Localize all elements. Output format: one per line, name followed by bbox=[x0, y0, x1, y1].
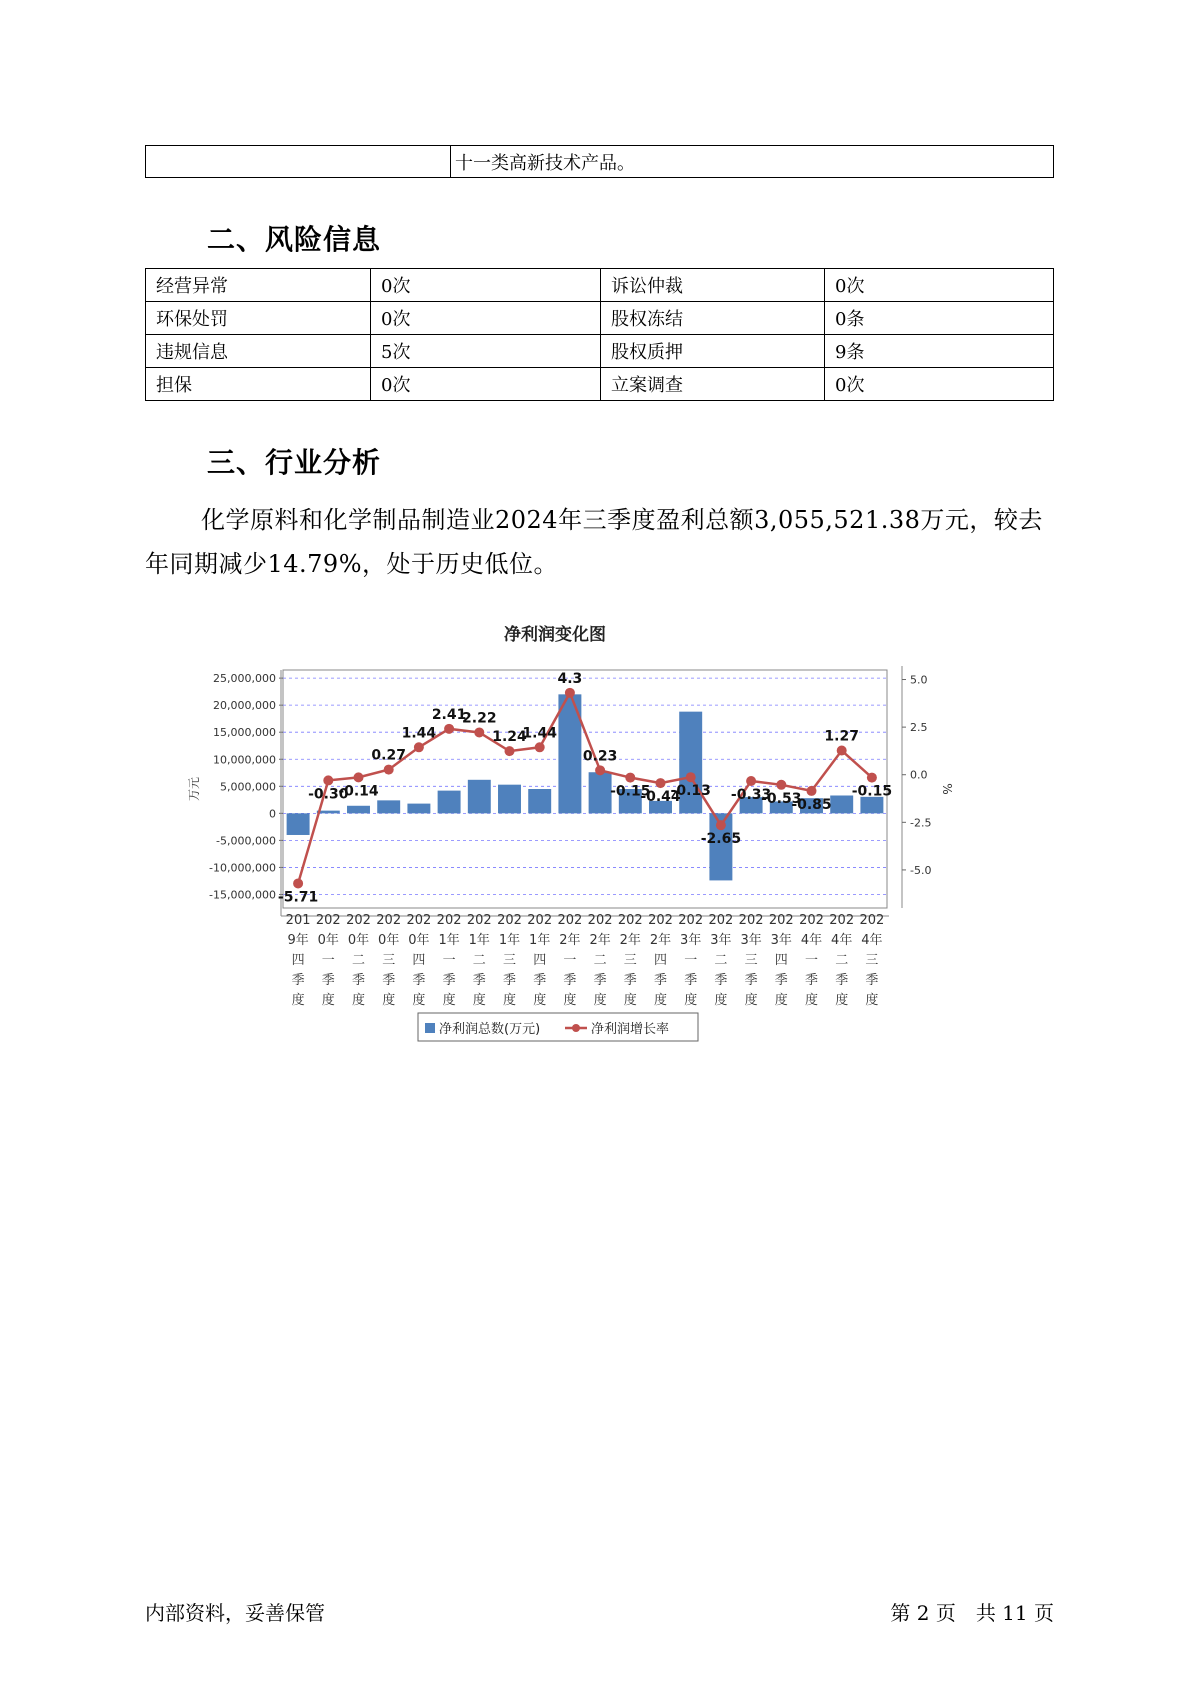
growth-rate-data-label: 2.41 bbox=[431, 706, 467, 723]
left-axis-tick-label: 5,000,000 bbox=[220, 780, 276, 794]
x-axis-category-label: 9年 bbox=[287, 933, 309, 948]
growth-rate-point bbox=[746, 776, 756, 786]
growth-rate-data-label: 0.23 bbox=[582, 748, 618, 765]
risk-item-value: 0条 bbox=[825, 302, 1054, 335]
x-axis-category-label: 1年 bbox=[498, 933, 521, 948]
risk-item-label: 环保处罚 bbox=[146, 302, 371, 335]
x-axis-category-label: 季 bbox=[291, 973, 305, 988]
x-axis-category-label: 三 bbox=[382, 953, 396, 968]
chart-title: 净利润变化图 bbox=[504, 625, 606, 645]
x-axis-category-label: 度 bbox=[714, 993, 728, 1008]
risk-item-value: 0次 bbox=[371, 269, 601, 302]
right-axis-tick-label: -5.0 bbox=[910, 863, 932, 877]
growth-rate-point bbox=[354, 772, 364, 782]
legend-bar-swatch bbox=[425, 1023, 435, 1033]
x-axis-category-label: 202 bbox=[768, 913, 794, 928]
right-axis-tick-label: 5.0 bbox=[910, 673, 928, 687]
x-axis-category-label: 201 bbox=[285, 913, 311, 928]
right-axis-tick-label: 2.5 bbox=[910, 721, 928, 735]
x-axis-category-label: 202 bbox=[557, 913, 583, 928]
growth-rate-data-label: -0.85 bbox=[791, 796, 832, 813]
growth-rate-point bbox=[535, 742, 545, 752]
x-axis-category-label: 二 bbox=[714, 953, 728, 968]
x-axis-category-label: 季 bbox=[714, 973, 728, 988]
x-axis-category-label: 度 bbox=[472, 993, 486, 1008]
x-axis-category-label: 度 bbox=[623, 993, 637, 1008]
risk-item-label: 股权冻结 bbox=[601, 302, 825, 335]
x-axis-category-label: 季 bbox=[865, 973, 879, 988]
growth-rate-point bbox=[414, 742, 424, 752]
x-axis-category-label: 一 bbox=[804, 953, 819, 968]
x-axis-category-label: 4年 bbox=[861, 933, 883, 948]
bar bbox=[589, 772, 612, 813]
growth-rate-point bbox=[867, 773, 877, 783]
x-axis-category-label: 二 bbox=[351, 953, 366, 968]
x-axis-category-label: 202 bbox=[527, 913, 553, 928]
x-axis-category-label: 202 bbox=[829, 913, 855, 928]
growth-rate-data-label: -0.30 bbox=[308, 786, 349, 803]
x-axis-category-label: 三 bbox=[502, 953, 517, 968]
x-axis-category-label: 季 bbox=[563, 973, 577, 988]
growth-rate-point bbox=[323, 775, 333, 785]
x-axis-category-label: 度 bbox=[442, 993, 456, 1008]
x-axis-category-label: 202 bbox=[406, 913, 432, 928]
growth-rate-point bbox=[625, 773, 635, 783]
risk-item-value: 0次 bbox=[825, 269, 1054, 302]
x-axis-category-label: 202 bbox=[587, 913, 613, 928]
x-axis-category-label: 度 bbox=[684, 993, 698, 1008]
x-axis-category-label: 季 bbox=[653, 973, 668, 988]
x-axis-category-label: 度 bbox=[563, 993, 577, 1008]
x-axis-category-label: 3年 bbox=[680, 933, 702, 948]
x-axis-category-label: 四 bbox=[653, 953, 668, 968]
risk-info-table bbox=[145, 268, 1054, 401]
left-axis-tick-label: 20,000,000 bbox=[213, 699, 276, 713]
x-axis-category-label: 季 bbox=[382, 973, 396, 988]
net-profit-chart-svg bbox=[180, 618, 980, 1063]
growth-rate-point bbox=[686, 772, 696, 782]
bar bbox=[347, 806, 370, 814]
x-axis-category-label: 季 bbox=[533, 973, 547, 988]
growth-rate-data-label: 1.27 bbox=[824, 728, 859, 745]
x-axis-category-label: 4年 bbox=[800, 933, 823, 948]
growth-rate-data-label: -0.53 bbox=[761, 790, 802, 807]
x-axis-category-label: 度 bbox=[744, 993, 758, 1008]
x-axis-category-label: 季 bbox=[412, 973, 426, 988]
footer-page-number: 第 2 页 共 11 页 bbox=[890, 1601, 1054, 1625]
risk-item-label: 立案调查 bbox=[601, 368, 825, 401]
x-axis-category-label: 度 bbox=[865, 993, 879, 1008]
growth-rate-data-label: 2.22 bbox=[462, 710, 497, 727]
x-axis-category-label: 四 bbox=[533, 953, 547, 968]
x-axis-category-label: 季 bbox=[351, 973, 366, 988]
x-axis-category-label: 202 bbox=[436, 913, 462, 928]
x-axis-category-label: 0年 bbox=[378, 933, 400, 948]
x-axis-category-label: 202 bbox=[708, 913, 734, 928]
x-axis-category-label: 度 bbox=[382, 993, 396, 1008]
x-axis-category-label: 度 bbox=[804, 993, 819, 1008]
industry-analysis-paragraph: 化学原料和化学制品制造业2024年三季度盈利总额3,055,521.38万元，较去年同期减少14.79%，处于历史低位。 bbox=[145, 506, 1043, 578]
growth-rate-point bbox=[595, 765, 605, 775]
x-axis-category-label: 1年 bbox=[468, 933, 490, 948]
x-axis-category-label: 度 bbox=[502, 993, 517, 1008]
x-axis-category-label: 2年 bbox=[589, 933, 611, 948]
x-axis-category-label: 3年 bbox=[770, 933, 792, 948]
left-axis-label: 万元 bbox=[187, 776, 201, 802]
x-axis-category-label: 季 bbox=[472, 973, 486, 988]
bar bbox=[407, 804, 430, 814]
risk-item-label: 股权质押 bbox=[601, 335, 825, 368]
risk-item-label: 担保 bbox=[146, 368, 371, 401]
x-axis-category-label: 度 bbox=[593, 993, 607, 1008]
growth-rate-point bbox=[656, 778, 666, 788]
x-axis-category-label: 季 bbox=[835, 973, 849, 988]
x-axis-category-label: 3年 bbox=[710, 933, 732, 948]
x-axis-category-label: 1年 bbox=[529, 933, 551, 948]
x-axis-category-label: 202 bbox=[497, 913, 522, 928]
footer-confidential-note: 内部资料，妥善保管 bbox=[145, 1601, 325, 1625]
section-heading-industry: 三、行业分析 bbox=[207, 446, 382, 479]
risk-item-value: 5次 bbox=[371, 335, 601, 368]
growth-rate-point bbox=[565, 688, 575, 698]
x-axis-category-label: 度 bbox=[412, 993, 426, 1008]
risk-item-label: 诉讼仲裁 bbox=[601, 269, 825, 302]
growth-rate-data-label: -0.15 bbox=[851, 783, 893, 800]
x-axis-category-label: 季 bbox=[593, 973, 607, 988]
x-axis-category-label: 202 bbox=[799, 913, 824, 928]
growth-rate-point bbox=[474, 727, 484, 737]
growth-rate-point bbox=[716, 820, 726, 830]
x-axis-category-label: 度 bbox=[774, 993, 788, 1008]
x-axis-category-label: 季 bbox=[774, 973, 788, 988]
x-axis-category-label: 季 bbox=[502, 973, 517, 988]
x-axis-category-label: 2年 bbox=[619, 933, 641, 948]
risk-item-label: 违规信息 bbox=[146, 335, 371, 368]
growth-rate-data-label: -5.71 bbox=[277, 889, 319, 906]
bar bbox=[468, 780, 491, 814]
growth-rate-point bbox=[776, 780, 786, 790]
top-table-right-cell: 十一类高新技术产品。 bbox=[451, 146, 1054, 178]
legend-line-marker bbox=[572, 1024, 580, 1032]
x-axis-category-label: 202 bbox=[376, 913, 402, 928]
x-axis-category-label: 2年 bbox=[559, 933, 581, 948]
x-axis-category-label: 四 bbox=[412, 953, 426, 968]
growth-rate-point bbox=[384, 765, 394, 775]
x-axis-category-label: 四 bbox=[291, 953, 305, 968]
x-axis-category-label: 202 bbox=[648, 913, 673, 928]
growth-rate-data-label: 1.44 bbox=[401, 725, 437, 742]
right-axis-label: % bbox=[940, 783, 954, 795]
x-axis-category-label: 度 bbox=[351, 993, 366, 1008]
bar bbox=[438, 791, 461, 814]
x-axis-category-label: 二 bbox=[835, 953, 849, 968]
growth-rate-data-label: 1.44 bbox=[522, 725, 557, 742]
x-axis-category-label: 季 bbox=[442, 973, 456, 988]
x-axis-category-label: 202 bbox=[617, 913, 643, 928]
x-axis-category-label: 202 bbox=[859, 913, 885, 928]
x-axis-category-label: 0年 bbox=[317, 933, 339, 948]
x-axis-category-label: 202 bbox=[466, 913, 492, 928]
risk-item-value: 0次 bbox=[825, 368, 1054, 401]
x-axis-category-label: 四 bbox=[774, 953, 788, 968]
legend-bar-label: 净利润总数(万元) bbox=[439, 1022, 541, 1037]
x-axis-category-label: 三 bbox=[744, 953, 758, 968]
x-axis-category-label: 1年 bbox=[438, 933, 460, 948]
growth-rate-point bbox=[444, 724, 454, 734]
risk-item-value: 0次 bbox=[371, 368, 601, 401]
right-axis-tick-label: -2.5 bbox=[910, 816, 932, 830]
growth-rate-data-label: -0.33 bbox=[730, 787, 772, 804]
growth-rate-point bbox=[837, 746, 847, 756]
growth-rate-point bbox=[505, 746, 515, 756]
bar bbox=[830, 795, 853, 813]
risk-table-row bbox=[146, 368, 1054, 401]
left-axis-tick-label: 25,000,000 bbox=[213, 672, 276, 686]
x-axis-category-label: 一 bbox=[684, 953, 698, 968]
left-axis-tick-label: 10,000,000 bbox=[213, 753, 276, 767]
x-axis-category-label: 季 bbox=[321, 973, 335, 988]
bar bbox=[528, 789, 551, 813]
x-axis-category-label: 季 bbox=[804, 973, 819, 988]
growth-rate-data-label: -0.44 bbox=[640, 789, 681, 806]
risk-table-row bbox=[146, 335, 1054, 368]
risk-table-row bbox=[146, 269, 1054, 302]
left-axis-tick-label: 0 bbox=[269, 807, 276, 821]
risk-table-row bbox=[146, 302, 1054, 335]
x-axis-category-label: 2年 bbox=[649, 933, 672, 948]
growth-rate-data-label: -0.13 bbox=[670, 783, 711, 800]
x-axis-category-label: 三 bbox=[865, 953, 879, 968]
x-axis-category-label: 3年 bbox=[740, 933, 762, 948]
bar bbox=[377, 800, 400, 813]
growth-rate-data-label: -2.65 bbox=[700, 831, 742, 848]
x-axis-category-label: 202 bbox=[346, 913, 371, 928]
x-axis-category-label: 0年 bbox=[408, 933, 430, 948]
net-profit-chart bbox=[180, 618, 980, 1063]
x-axis-category-label: 202 bbox=[315, 913, 341, 928]
x-axis-category-label: 4年 bbox=[831, 933, 853, 948]
left-axis-tick-label: -5,000,000 bbox=[216, 834, 276, 848]
top-table-left-cell bbox=[146, 146, 451, 178]
growth-rate-data-label: -0.14 bbox=[338, 783, 379, 800]
risk-item-label: 经营异常 bbox=[146, 269, 371, 302]
risk-item-value: 9条 bbox=[825, 335, 1054, 368]
growth-rate-data-label: 0.27 bbox=[371, 747, 406, 764]
left-axis-tick-label: -10,000,000 bbox=[209, 861, 276, 875]
x-axis-category-label: 季 bbox=[744, 973, 758, 988]
growth-rate-point bbox=[807, 786, 817, 796]
x-axis-category-label: 季 bbox=[623, 973, 637, 988]
x-axis-category-label: 度 bbox=[533, 993, 547, 1008]
growth-rate-data-label: 1.24 bbox=[492, 729, 527, 746]
legend-line-label: 净利润增长率 bbox=[591, 1022, 670, 1037]
bar bbox=[498, 785, 521, 814]
x-axis-category-label: 度 bbox=[835, 993, 849, 1008]
top-table-continuation bbox=[145, 145, 1054, 178]
x-axis-category-label: 季 bbox=[684, 973, 698, 988]
x-axis-category-label: 一 bbox=[442, 953, 456, 968]
x-axis-category-label: 0年 bbox=[347, 933, 370, 948]
growth-rate-point bbox=[293, 878, 303, 888]
x-axis-category-label: 二 bbox=[593, 953, 607, 968]
x-axis-category-label: 一 bbox=[321, 953, 335, 968]
growth-rate-data-label: -0.15 bbox=[610, 783, 651, 800]
section-heading-risk: 二、风险信息 bbox=[207, 223, 382, 256]
x-axis-category-label: 202 bbox=[738, 913, 764, 928]
x-axis-category-label: 一 bbox=[563, 953, 577, 968]
x-axis-category-label: 二 bbox=[472, 953, 486, 968]
x-axis-category-label: 度 bbox=[653, 993, 668, 1008]
bar bbox=[287, 813, 310, 835]
left-axis-tick-label: 15,000,000 bbox=[213, 726, 276, 740]
growth-rate-data-label: 4.3 bbox=[557, 670, 583, 687]
left-axis-tick-label: -15,000,000 bbox=[209, 888, 276, 902]
right-axis-tick-label: 0.0 bbox=[910, 768, 928, 782]
x-axis-category-label: 度 bbox=[291, 993, 305, 1008]
x-axis-category-label: 202 bbox=[678, 913, 704, 928]
x-axis-category-label: 三 bbox=[623, 953, 637, 968]
x-axis-category-label: 度 bbox=[321, 993, 335, 1008]
risk-item-value: 0次 bbox=[371, 302, 601, 335]
